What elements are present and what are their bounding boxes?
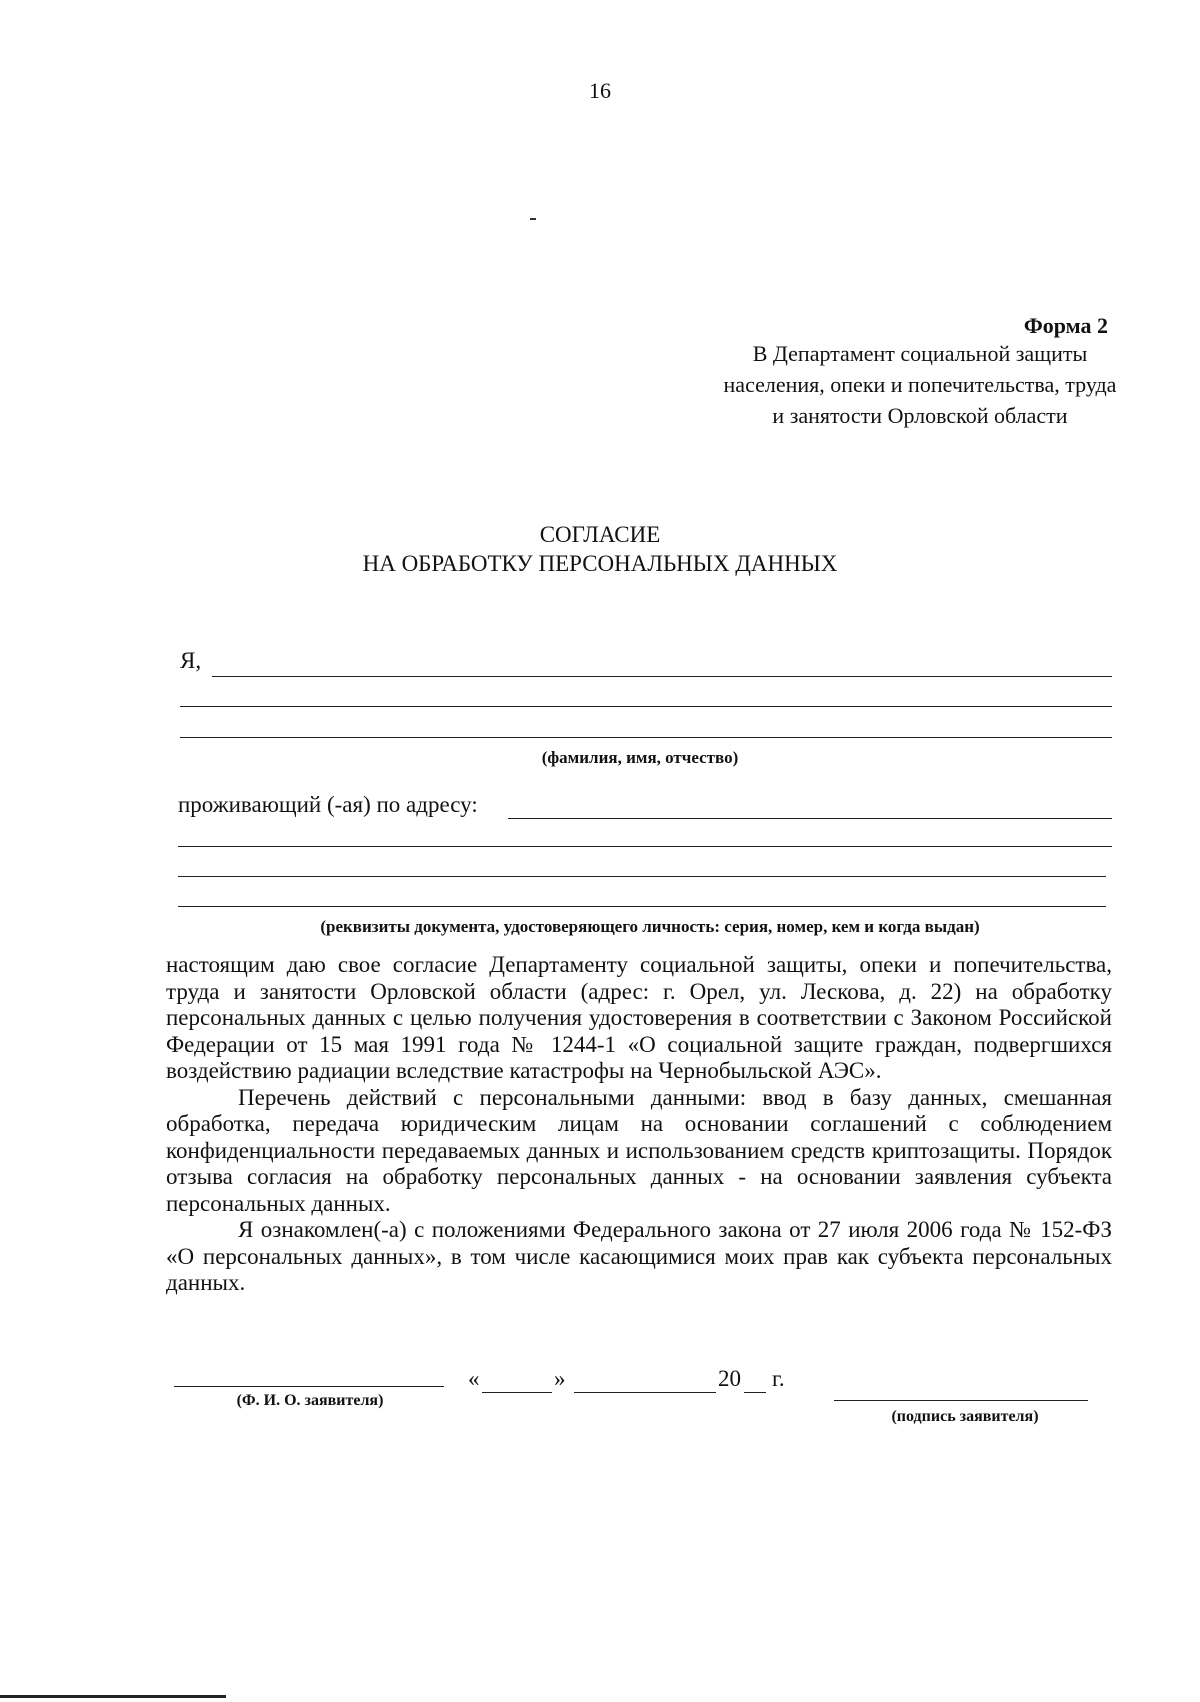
year-suffix: г. (772, 1366, 785, 1391)
addressee-line: В Департамент социальной защиты (752, 341, 1088, 366)
document-field-line[interactable] (178, 906, 1106, 907)
addressee-line: и занятости Орловской области (772, 403, 1068, 428)
page-number: 16 (589, 78, 611, 103)
year-prefix: 20 (718, 1366, 741, 1391)
name-prefix: Я, (180, 648, 202, 673)
year-field-line[interactable] (744, 1392, 766, 1393)
body-paragraph: настоящим даю свое согласие Департаменту социальной защиты, опеки и попечительства, труда и занятости Орловской области (адрес: г. Орел, ул. Лескова, д. 22) на обработку персональных данных с целью получения удостоверения в соответствии с Законом Российской Федерации от 15 мая 1991 года № 1244-1 «О социальной защите граждан, подвергшихся воздействию радиации вследствие катастрофы на Чернобыльской АЭС». (166, 952, 1112, 1083)
form-label: Форма 2 (1023, 313, 1108, 338)
document-title (0, 520, 1200, 578)
body-paragraph: Перечень действий с персональными данными: ввод в базу данных, смешанная обработка, передача юридическим лицам на основании соглашений с соблюдением конфиденциальности передаваемых данных и использованием средств криптозащиты. Порядок отзыва согласия на обработку персональных данных - на основании заявления субъекта персональных данных. (166, 1084, 1112, 1216)
document-caption: (реквизиты документа, удостоверяющего личность: серия, номер, кем и когда выдан) (320, 917, 980, 936)
title-line: НА ОБРАБОТКУ ПЕРСОНАЛЬНЫХ ДАННЫХ (362, 551, 838, 576)
signature-caption: (подпись заявителя) (891, 1408, 1039, 1425)
addressee-block (690, 338, 1150, 431)
fio-caption: (Ф. И. О. заявителя) (236, 1392, 384, 1409)
signature-field-line[interactable] (834, 1400, 1088, 1401)
quote-open: « (468, 1366, 480, 1391)
address-prefix: проживающий (-ая) по адресу: (178, 792, 478, 817)
scan-edge-rule (0, 1695, 226, 1698)
address-field-line[interactable] (508, 818, 1112, 819)
title-line: СОГЛАСИЕ (539, 522, 661, 547)
address-field-line[interactable] (178, 846, 1112, 847)
body-paragraph: Я ознакомлен(-а) с положениями Федерального закона от 27 июля 2006 года № 152-ФЗ «О персональных данных», в том числе касающимися моих прав как субъекта персональных данных. (166, 1217, 1112, 1295)
addressee-line: населения, опеки и попечительства, труда (723, 372, 1117, 397)
day-field-line[interactable] (482, 1392, 552, 1393)
name-field-line[interactable] (212, 676, 1112, 677)
name-field-line[interactable] (180, 706, 1112, 707)
fio-field-line[interactable] (174, 1386, 444, 1387)
month-field-line[interactable] (574, 1392, 716, 1393)
name-field-line[interactable] (180, 737, 1112, 738)
consent-body (166, 952, 1112, 1297)
name-caption: (фамилия, имя, отчество) (541, 748, 739, 767)
address-field-line[interactable] (178, 876, 1106, 877)
scan-mark (530, 218, 536, 220)
quote-close: » (554, 1366, 566, 1391)
